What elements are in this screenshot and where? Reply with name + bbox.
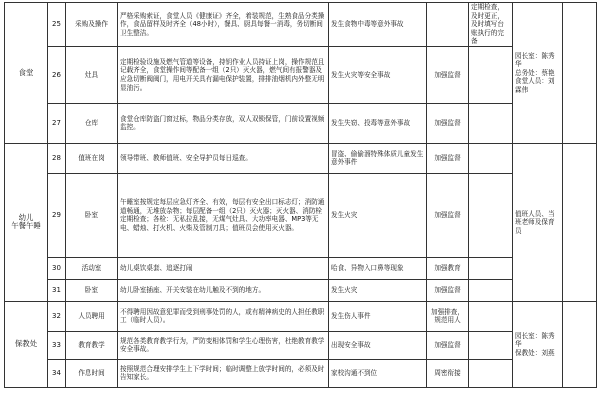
row-risk: 发生火灾等安全事故: [329, 46, 427, 103]
row-risk: 发生火灾: [329, 173, 427, 257]
row-number: 27: [48, 103, 66, 143]
row-content: 幼儿桌饮桌套、追逐打闹: [118, 257, 329, 279]
row-number: 28: [48, 143, 66, 173]
row-item: 卧室: [66, 173, 118, 257]
row-measure: 加强监督: [427, 279, 469, 301]
table-row: [5, 257, 597, 279]
table-row: [5, 173, 597, 257]
row-item: 卧室: [66, 279, 118, 301]
row-content: 定期检验设施及燃气管道等设备，持钥作业人员持证上岗，操作规范且记载齐全，食堂操作间等配备一组（2只）灭火器，燃气间有报警器及应急切断阀阀门，用电开关具有漏电保护装置，排排油烟机内外整无明显油污。: [118, 46, 329, 103]
row-risk: 发生伤人事件: [329, 301, 427, 331]
row-content: 食堂仓库防盗门窗过标，物品分类存放，双人双锁保管，门前设置视频监控。: [118, 103, 329, 143]
group-teaching: 保教处: [5, 301, 48, 387]
blank-cell: [563, 3, 597, 144]
responsible-canteen: 园长室：陈秀华 总务处：蔡艳 食堂人员：刘霖伟: [513, 3, 563, 144]
row-measure: 加强监督: [427, 143, 469, 173]
row-risk: 家校沟通不到位: [329, 359, 427, 387]
table-row: [5, 301, 597, 331]
row-content: 规范各类教育教学行为，严防变相体罚和学生心理伤害，杜绝教育教学安全事故。: [118, 331, 329, 359]
row-item: 值班在岗: [66, 143, 118, 173]
group-canteen: 食堂: [5, 3, 48, 144]
row-content: 领导带班、教师值班、安全导护员每日巡查。: [118, 143, 329, 173]
row-checker: [469, 279, 513, 301]
row-checker: [469, 257, 513, 279]
row-item: 采购及操作: [66, 3, 118, 47]
row-content: 按照规范合理安排学生上下学时间；临时调整上放学时间的，必须及时告知家长。: [118, 359, 329, 387]
row-measure: [427, 3, 469, 47]
row-number: 30: [48, 257, 66, 279]
row-risk: 出现安全事故: [329, 331, 427, 359]
row-item: 教育教学: [66, 331, 118, 359]
row-content: 午睡室按规定每层应急灯齐全、有效，每层有安全出口标志灯；消防通道畅通，无堆放杂物；每层配备一组（2只）灭火器；灭火器、消防栓定期检查；各检：无私拉乱接，无煤气灶具、大功率电器、MP3等无电、蜡烛、打火机、火柴及管制刀具；值班员会使用灭火器。: [118, 173, 329, 257]
row-item: 灶具: [66, 46, 118, 103]
row-risk: 发生失窃、投毒等意外事故: [329, 103, 427, 143]
row-content: 幼儿卧室插座、开关安装在幼儿触及不到的地方。: [118, 279, 329, 301]
row-number: 32: [48, 301, 66, 331]
row-risk: 冒盗、偷偷溜特殊体质儿童发生意外事件: [329, 143, 427, 173]
row-measure: 加强排查，规范用人: [427, 301, 469, 331]
table-row: [5, 279, 597, 301]
blank-cell: [563, 301, 597, 387]
row-checker: [469, 143, 513, 173]
row-number: 34: [48, 359, 66, 387]
table-row: [5, 143, 597, 173]
row-number: 29: [48, 173, 66, 257]
responsible-nap: 值班人员、当班老师及保育员: [513, 143, 563, 301]
blank-cell: [563, 143, 597, 301]
responsible-teaching: 园长室：陈秀华 保教处：刘燕: [513, 301, 563, 387]
row-risk: 哈食、异物入口鼻等现象: [329, 257, 427, 279]
row-measure: 加强教育: [427, 257, 469, 279]
row-risk: 发生火灾: [329, 279, 427, 301]
row-number: 25: [48, 3, 66, 47]
row-content: 严格采购索证，食堂人员《健康证》齐全，着装规范，生熟食品分类操作，食品留样及时齐全（48小时），餐具、厨具每餐一消毒，务切断间卫生整洁。: [118, 3, 329, 47]
row-risk: 发生食物中毒等意外事故: [329, 3, 427, 47]
row-measure: 加强监督: [427, 173, 469, 257]
table-row: [5, 46, 597, 103]
group-nap: 幼儿 午餐午睡: [5, 143, 48, 301]
row-measure: 加强监督: [427, 103, 469, 143]
row-measure: 加强监督: [427, 331, 469, 359]
row-item: 活动室: [66, 257, 118, 279]
row-item: 人员聘用: [66, 301, 118, 331]
row-item: 仓库: [66, 103, 118, 143]
row-item: 作息时间: [66, 359, 118, 387]
row-checker: [469, 46, 513, 103]
row-number: 31: [48, 279, 66, 301]
table-row: [5, 331, 597, 359]
row-number: 26: [48, 46, 66, 103]
row-measure: 加强监督: [427, 46, 469, 103]
safety-checklist-table: [4, 2, 597, 388]
row-checker: [469, 173, 513, 257]
row-checker: [469, 331, 513, 359]
row-checker: [469, 301, 513, 331]
row-content: 不得聘用因故意犯罪而受到刑事处罚的人，或有精神病史的人担任教职工（临时人员）。: [118, 301, 329, 331]
table-row: [5, 359, 597, 387]
row-checker: [469, 359, 513, 387]
row-checker: 定期检查，及时更正，及时填写台账执行的完备: [469, 3, 513, 47]
row-checker: [469, 103, 513, 143]
row-number: 33: [48, 331, 66, 359]
table-row: [5, 3, 597, 47]
table-row: [5, 103, 597, 143]
row-measure: 周密衔接: [427, 359, 469, 387]
